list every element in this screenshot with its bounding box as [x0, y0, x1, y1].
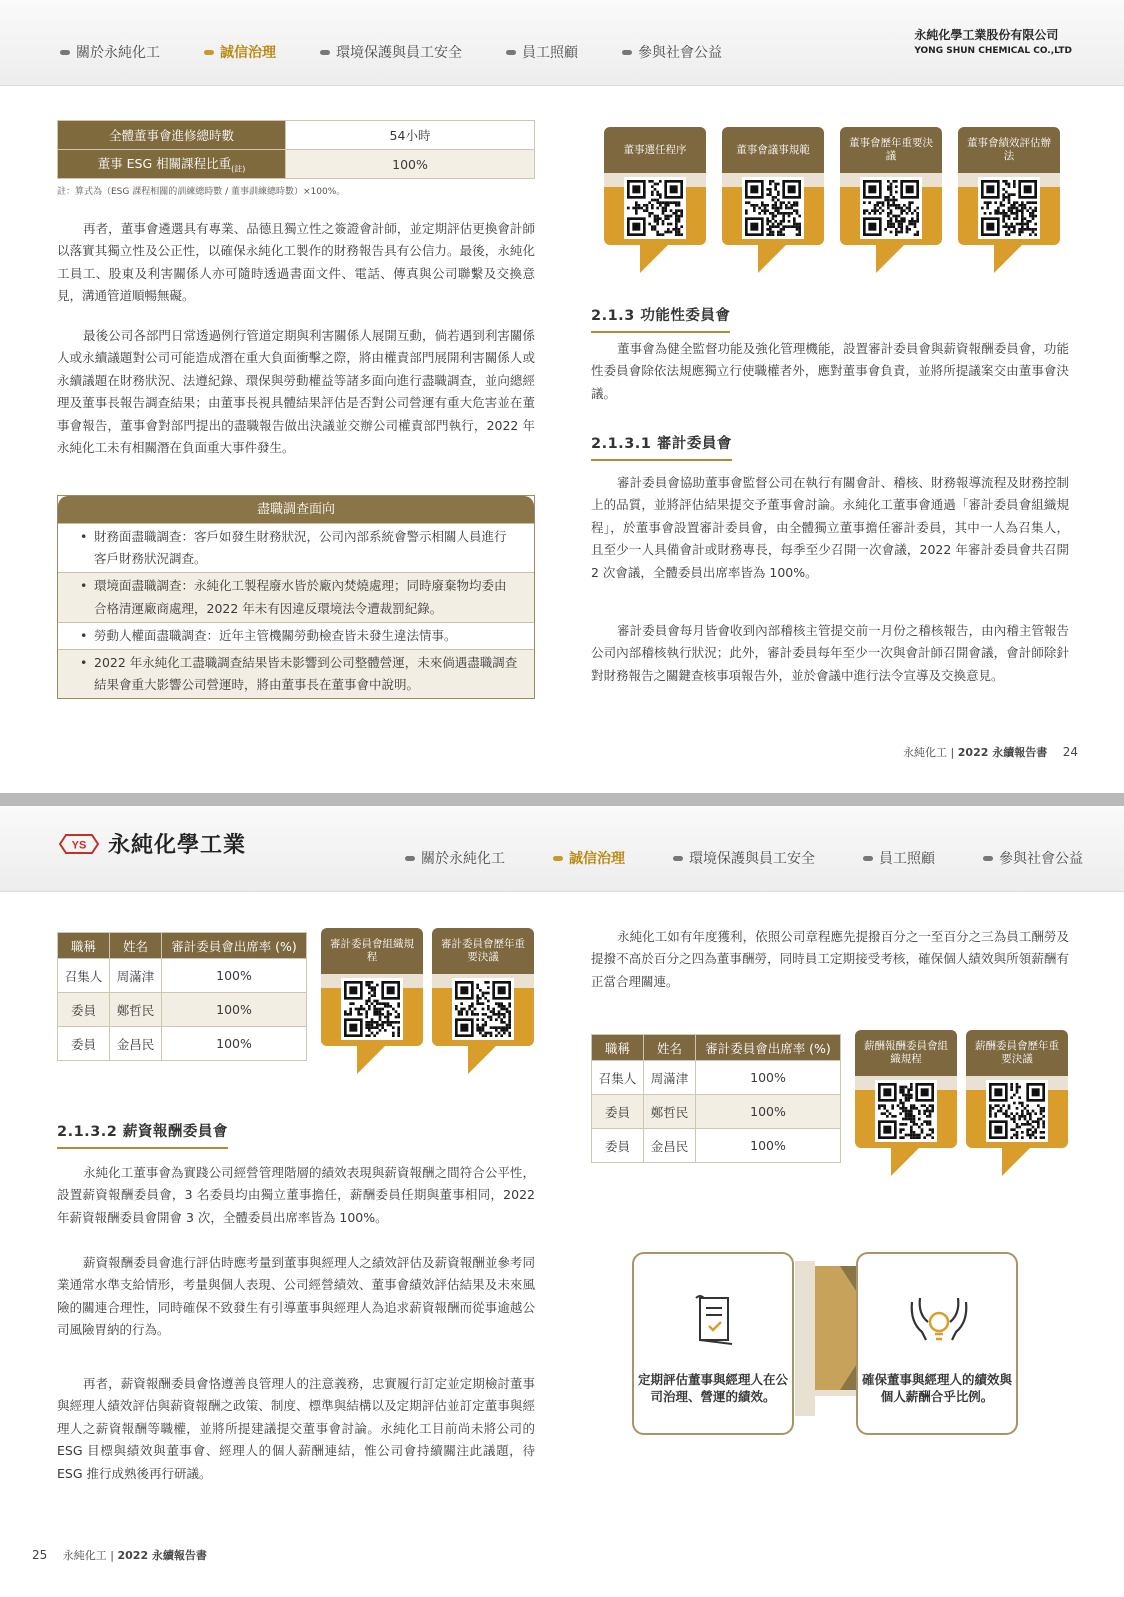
flow-step-ensure: [856, 1252, 1018, 1435]
ys-logo-icon: [58, 833, 100, 855]
paragraph: 永純化工如有年度獲利，依照公司章程應先提撥百分之一至百分之三為員工酬勞及提撥不高於百分之四為董事酬勞，同時員工定期接受考核，確保個人績效與所領薪酬有正當合理關連。: [591, 929, 1069, 989]
nav-item-environment[interactable]: 環境保護與員工安全: [673, 848, 815, 868]
paragraph: 審計委員會每月皆會收到內部稽核主管提交前一月份之稽核報告，由內稽主管報告公司內部稽核執行狀況；此外，審計委員每年至少一次與會計師召開會議，會計師除針對財務報告之關鍵查核事項報告外，並於會議中進行法令宣導及交換意見。: [591, 623, 1069, 683]
table-row: 委員 金昌民 100%: [592, 1129, 841, 1163]
qr-code-icon[interactable]: [860, 177, 922, 239]
bullet-icon: [983, 856, 993, 861]
nav-item-employee[interactable]: 員工照顧: [506, 42, 578, 62]
hands-lightbulb-icon: [908, 1292, 970, 1350]
table-row: [58, 121, 535, 150]
table-row: 委員 金昌民 100%: [58, 1027, 307, 1061]
section-heading: 2.1.3.2 薪資報酬委員會: [57, 1120, 228, 1149]
qr-code-icon[interactable]: [986, 1080, 1048, 1142]
company-logo: YS 永純化學工業: [58, 828, 246, 859]
flow-step-label: 確保董事與經理人的績效與個人薪酬合乎比例。: [861, 1372, 1012, 1404]
bullet-icon: [553, 856, 563, 861]
page-footer: 永純化工 | 2022 永續報告書 24: [903, 745, 1078, 759]
nav-items: [405, 848, 1083, 868]
nav-item-employee[interactable]: 員工照顧: [863, 848, 935, 868]
qr-code-icon[interactable]: [742, 177, 804, 239]
nav-items: [60, 42, 766, 62]
bullet-icon: [405, 856, 415, 861]
paragraph: 董事會為健全監督功能及強化管理機能，設置審計委員會與薪資報酬委員會，功能性委員會除依法規應獨立行使職權者外，應對董事會負責，並將所提議案交由董事會決議。: [591, 341, 1069, 401]
qr-card-board-rules[interactable]: 董事會議事規範: [722, 127, 824, 273]
flow-step-label: 定期評估董事與經理人在公司治理、營運的績效。: [637, 1372, 788, 1404]
bullet-icon: [863, 856, 873, 861]
qr-code-icon[interactable]: [875, 1080, 937, 1142]
qr-code-icon[interactable]: [624, 177, 686, 239]
list-item: • 2022 年永純化工盡職調查結果皆未影響到公司整體營運，未來倘遇盡職調查結果會重大影響公司營運時，將由董事長在董事會中說明。: [58, 649, 534, 698]
page-number: 25: [32, 1548, 48, 1562]
section-heading: 2.1.3 功能性委員會: [591, 304, 730, 333]
page-number: 24: [1062, 745, 1078, 759]
nav-item-society[interactable]: 參與社會公益: [983, 848, 1083, 868]
paragraph: 薪資報酬委員會進行評估時應考量到董事與經理人之績效評估及薪資報酬並參考同業通常水準支給情形，考量與個人表現、公司經營績效、董事會績效評估結果及未來風險的關連合理性，同時確保不致發生有引導董事與經理人為追求薪資報酬而從事逾越公司風險胃納的行為。: [57, 1255, 535, 1338]
table-row: 委員 鄭哲民 100%: [592, 1095, 841, 1129]
svg-text:YS: YS: [71, 839, 87, 851]
qr-card-board-evaluation[interactable]: 董事會績效評估辦法: [958, 127, 1060, 273]
qr-code-icon[interactable]: [341, 978, 403, 1040]
flow-step-evaluate: [632, 1252, 794, 1435]
bullet-icon: [622, 50, 632, 55]
table-row: 召集人 周滿津 100%: [58, 959, 307, 993]
qr-card-director-election[interactable]: 董事選任程序: [604, 127, 706, 273]
qr-code-icon[interactable]: [978, 177, 1040, 239]
section-heading: 2.1.3.1 審計委員會: [591, 432, 732, 461]
table-header-row: 職稱 姓名 審計委員會出席率 (%): [58, 933, 307, 959]
top-nav: [0, 0, 1124, 86]
table-value: 54小時: [286, 121, 535, 150]
due-diligence-box: [57, 495, 535, 699]
qr-card-audit-charter[interactable]: 審計委員會組織規程: [321, 928, 423, 1074]
nav-item-about[interactable]: 關於永純化工: [405, 848, 505, 868]
audit-attendance-table: [57, 932, 307, 1061]
paragraph: 審計委員會協助董事會監督公司在執行有關會計、稽核、財務報導流程及財務控制上的品質，並將評估結果提交予董事會討論。永純化工董事會通過「審計委員會組織規程」，於董事會設置審計委員會，由全體獨立董事擔任審計委員，其中一人為召集人，且至少一人具備會計或財務專長，每季至少召開一次會議，2022 年審計委員會共召開 2 次會議，全體委員出席率皆為 100%。: [591, 475, 1069, 580]
bullet-icon: [60, 50, 70, 55]
page-25: [0, 806, 1124, 1597]
list-item: • 勞動人權面盡職調查：近年主管機關勞動檢查皆未發生違法情事。: [58, 622, 534, 649]
list-item: • 環境面盡職調查：永純化工製程廢水皆於廠內焚燒處理；同時廢棄物均委由合格清運廠商處理，2022 年未有因違反環境法令遭裁罰紀錄。: [58, 572, 534, 621]
paragraph: 再者，薪資報酬委員會恪遵善良管理人的注意義務，忠實履行訂定並定期檢討董事與經理人績效評估與薪資報酬之政策、制度、標準與結構以及定期評估並訂定董事與經理人之薪資報酬等職權，並將所提建議提交董事會討論。永純化工目前尚未將公司的 ESG 目標與績效與董事會、經理人的個人薪酬連結，惟公司會持續關注此議題，待 ESG 推行成熟後再行研議。: [57, 1376, 535, 1481]
box-title: 盡職調查面向: [58, 496, 534, 523]
compensation-attendance-table: [591, 1034, 841, 1163]
table-header-row: 職稱 姓名 審計委員會出席率 (%): [592, 1035, 841, 1061]
nav-item-environment[interactable]: 環境保護與員工安全: [320, 42, 462, 62]
paragraph: 再者，董事會遴選具有專業、品德且獨立性之簽證會計師，並定期評估更換會計師以落實其獨立性及公正性，以確保永純化工製作的財務報告具有公信力。最後，永純化工員工、股東及利害關係人亦可隨時透過書面文件、電話、傳真與公司聯繫及交換意見，溝通管道順暢無礙。: [57, 221, 535, 304]
table-row: [58, 150, 535, 179]
document-check-icon: [694, 1294, 738, 1348]
board-training-table: [57, 120, 535, 179]
nav-item-governance[interactable]: 誠信治理: [553, 848, 625, 868]
qr-card-comp-resolutions[interactable]: 薪酬委員會歷年重要決議: [966, 1030, 1068, 1176]
table-value: 100%: [286, 150, 535, 179]
nav-item-society[interactable]: 參與社會公益: [622, 42, 722, 62]
qr-code-icon[interactable]: [452, 978, 514, 1040]
paragraph: 永純化工董事會為實踐公司經營管理階層的績效表現與薪資報酬之間符合公平性，設置薪資報酬委員會，3 名委員均由獨立董事擔任，薪酬委員任期與董事相同，2022 年薪資報酬委員會開會 3 次，全體委員出席率皆為 100%。: [57, 1165, 535, 1225]
qr-card-audit-resolutions[interactable]: 審計委員會歷年重要決議: [432, 928, 534, 1074]
table-row: 召集人 周滿津 100%: [592, 1061, 841, 1095]
qr-card-comp-charter[interactable]: 薪酬報酬委員會組織規程: [855, 1030, 957, 1176]
table-key: 董事 ESG 相關課程比重$_{(註)}$: [58, 150, 286, 179]
bullet-icon: [506, 50, 516, 55]
page-24: [0, 0, 1124, 793]
qr-card-board-resolutions[interactable]: 董事會歷年重要決議: [840, 127, 942, 273]
nav-item-governance[interactable]: 誠信治理: [204, 42, 276, 62]
paragraph: 最後公司各部門日常透過例行管道定期與利害關係人展開互動，倘若遇到利害關係人或永續議題對公司可能造成潛在重大負面衝擊之際，將由權責部門展開利害關係人或永續議題在財務狀況、法遵紀錄、環保與勞動權益等諸多面向進行盡職調查，並向總經理及董事長報告調查結果；由董事長視具體結果評估是否對公司營運有重大危害並在董事會報告，董事會對部門提出的盡職報告做出決議並交辦公司權責部門執行，2022 年永純化工未有相關潛在負面重大事件發生。: [57, 328, 535, 456]
page-footer: 25 永純化工 | 2022 永續報告書: [32, 1548, 207, 1562]
nav-item-about[interactable]: 關於永純化工: [60, 42, 160, 62]
bullet-icon: [204, 50, 214, 55]
bullet-icon: [673, 856, 683, 861]
bullet-icon: [320, 50, 330, 55]
table-key: 全體董事會進修總時數: [58, 121, 286, 150]
top-nav: [0, 806, 1124, 892]
table-row: 委員 鄭哲民 100%: [58, 993, 307, 1027]
list-item: • 財務面盡職調查：客戶如發生財務狀況，公司內部系統會警示相關人員進行客戶財務狀況調查。: [58, 523, 534, 572]
table-note: 註：算式為（ESG 課程相關的訓練總時數 / 董事訓練總時數）×100%。: [57, 187, 346, 197]
company-name: 永純化學工業股份有限公司 YONG SHUN CHEMICAL CO.,LTD: [914, 28, 1072, 56]
